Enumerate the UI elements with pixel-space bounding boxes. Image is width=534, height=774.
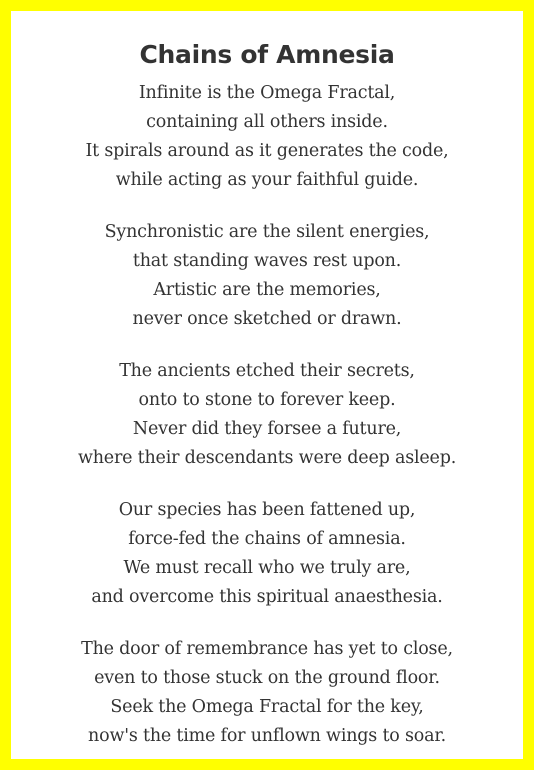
poem-line: The ancients etched their secrets, — [119, 361, 415, 381]
poem-line: Our species has been fattened up, — [118, 500, 416, 520]
stanza — [11, 357, 523, 473]
poem-line: containing all others inside. — [146, 112, 388, 132]
stanza — [11, 79, 523, 195]
poem-body — [11, 79, 523, 774]
poem-line: even to those stuck on the ground floor. — [94, 668, 440, 688]
poem-line: never once sketched or drawn. — [132, 309, 402, 329]
stanza — [11, 496, 523, 612]
poem-line: We must recall who we truly are, — [123, 558, 411, 578]
poem-line: Infinite is the Omega Fractal, — [138, 83, 396, 103]
stanza — [11, 218, 523, 334]
poem-line: now's the time for unflown wings to soar. — [88, 726, 446, 746]
poem-line: and overcome this spiritual anaesthesia. — [91, 587, 443, 607]
poem-line: Never did they forsee a future, — [132, 419, 402, 439]
poem-line: It spirals around as it generates the code, — [85, 141, 449, 161]
poem-title: Chains of Amnesia — [139, 40, 395, 69]
poem-line: Seek the Omega Fractal for the key, — [110, 697, 424, 717]
poem-line: The door of remembrance has yet to close, — [81, 639, 453, 659]
stanza — [11, 635, 523, 751]
poem-line: where their descendants were deep asleep. — [77, 448, 457, 468]
poem-line: force-fed the chains of amnesia. — [128, 529, 406, 549]
poem-line: Artistic are the memories, — [153, 280, 381, 300]
poem-line: that standing waves rest upon. — [132, 251, 402, 271]
poem-line: Synchronistic are the silent energies, — [104, 222, 430, 242]
poem-line: while acting as your faithful guide. — [115, 170, 419, 190]
poem-line: onto to stone to forever keep. — [138, 390, 396, 410]
